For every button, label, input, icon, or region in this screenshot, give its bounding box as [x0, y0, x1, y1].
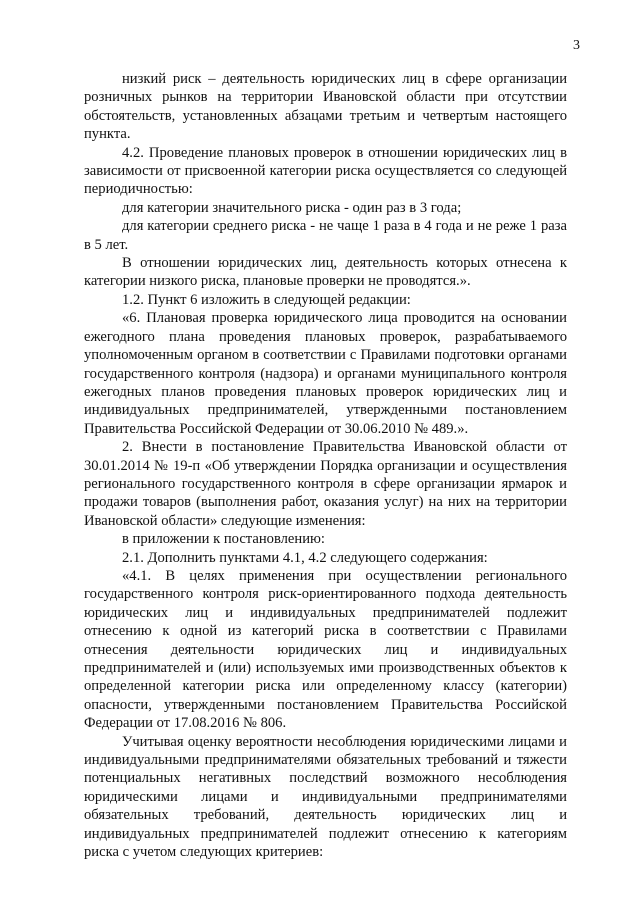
paragraph-medium-risk: для категории среднего риска - не чаще 1 раза в 4 года и не реже 1 раза в 5 лет. — [84, 218, 567, 253]
document-body — [84, 70, 567, 861]
paragraph-risk-criteria: Учитывая оценку вероятности несоблюдения юридическими лицами и индивидуальными предпринимателями обязательных требований и тяжести потенциальных негативных последствий возможного несоблюдения юридическими лицами и индивидуальными предпринимателями обязательных требований, деятельность юридических лиц и индивидуальных предпринимателей подлежит отнесению к категориям риска с учетом следующих критериев: — [84, 733, 567, 861]
paragraph-low-risk: низкий риск – деятельность юридических лиц в сфере организации розничных рынков на территории Ивановской области при отсутствии обстоятельств, установленных абзацами третьим и четвертым настоящего пункта. — [84, 71, 567, 143]
paragraph-4-1: «4.1. В целях применения при осуществлении регионального государственного контроля риск-ориентированного подхода деятельность юридических лиц и индивидуальных предпринимателей подлежит отнесению к одной из категорий риска в соответствии с Правилами отнесения деятельности юридических лиц и индивидуальных предпринимателей и (или) используемых ими производственных объектов к определенной категории риска или определенному классу (категории) опасности, утвержденными постановлением Правительства Российской Федерации от 17.08.2016 № 806. — [84, 567, 567, 732]
paragraph-1-2: 1.2. Пункт 6 изложить в следующей редакции: — [122, 291, 411, 308]
paragraph-2-1: 2.1. Дополнить пунктами 4.1, 4.2 следующего содержания: — [122, 549, 488, 566]
paragraph-2: 2. Внести в постановление Правительства Ивановской области от 30.01.2014 № 19-п «Об утверждении Порядка организации и осуществления регионального государственного контроля в сфере организации ярмарок и продажи товаров (выполнения работ, оказания услуг) на них на территории Ивановской области» следующие изменения: — [84, 439, 567, 529]
paragraph-appendix: в приложении к постановлению: — [122, 531, 325, 548]
paragraph-low-risk-no-inspections: В отношении юридических лиц, деятельность которых отнесена к категории низкого риска, плановые проверки не проводятся.». — [84, 255, 567, 290]
paragraph-4-2: 4.2. Проведение плановых проверок в отношении юридических лиц в зависимости от присвоенной категории риска осуществляется со следующей периодичностью: — [84, 144, 567, 198]
paragraph-item-6: «6. Плановая проверка юридического лица проводится на основании ежегодного плана проведения плановых проверок, разрабатываемого уполномоченным органом в соответствии с Правилами подготовки органами государственного контроля (надзора) и органами муниципального контроля ежегодных планов проведения плановых проверок юридических лиц и индивидуальных предпринимателей, утвержденными постановлением Правительства Российской Федерации от 30.06.2010 № 489.». — [84, 310, 567, 437]
page-number: 3 — [573, 38, 580, 53]
paragraph-significant-risk: для категории значительного риска - один раз в 3 года; — [122, 199, 462, 216]
